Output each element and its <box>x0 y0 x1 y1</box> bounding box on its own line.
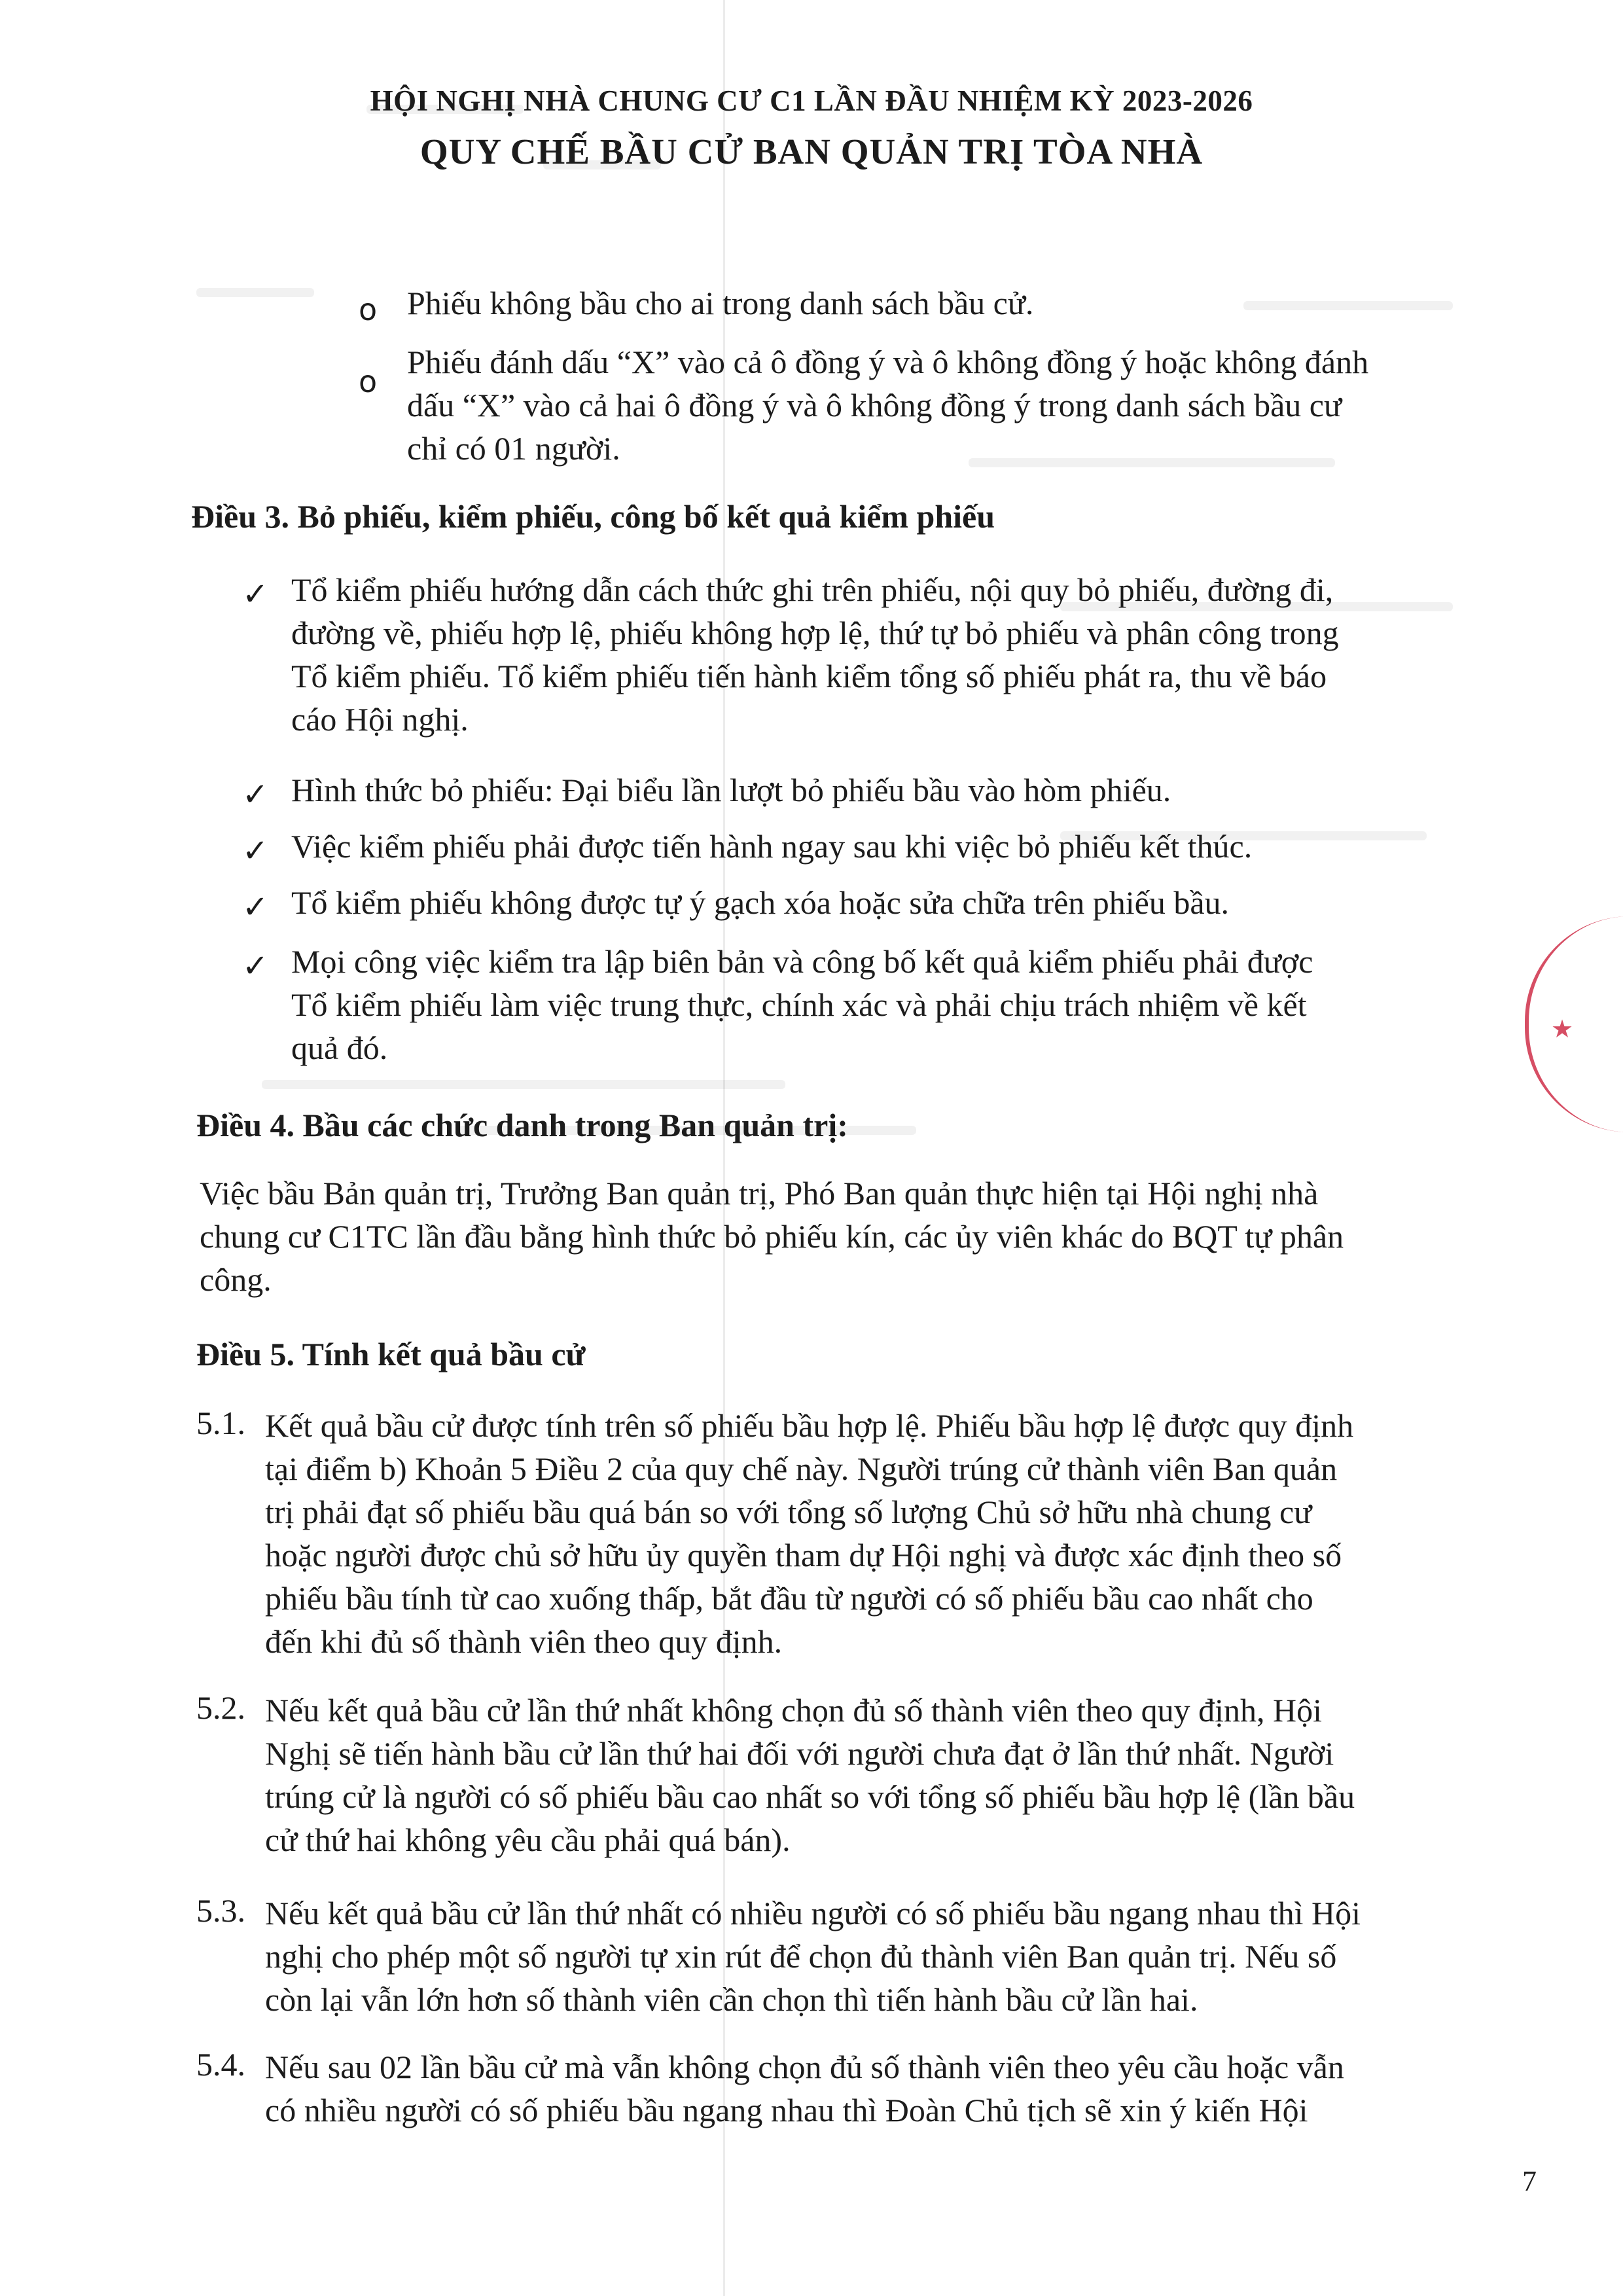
intro-bullet-1 <box>407 281 1520 325</box>
text-line: quả đó. <box>291 1030 388 1066</box>
circle-bullet-icon: o <box>359 364 378 399</box>
clause-5-4 <box>265 2045 1528 2132</box>
text-line: Phiếu không bầu cho ai trong danh sách bầu cử. <box>407 285 1034 321</box>
text-line: chung cư C1TC lần đầu bằng hình thức bỏ phiếu kín, các ủy viên khác do BQT tự phân <box>200 1218 1344 1255</box>
dieu-4-paragraph <box>200 1172 1528 1301</box>
text-line: công. <box>200 1261 272 1298</box>
clause-number: 5.1. <box>196 1405 245 1441</box>
text-line: Tổ kiểm phiếu hướng dẫn cách thức ghi trên phiếu, nội quy bỏ phiếu, đường đi, <box>291 571 1334 608</box>
text-line: Phiếu đánh dấu “X” vào cả ô đồng ý và ô không đồng ý hoặc không đánh <box>407 344 1369 380</box>
dieu-3-item-5 <box>291 940 1522 1069</box>
checkmark-icon: ✓ <box>242 576 269 613</box>
text-line: chỉ có 01 người. <box>407 430 620 467</box>
text-line: Kết quả bầu cử được tính trên số phiếu bầu hợp lệ. Phiếu bầu hợp lệ được quy định <box>265 1407 1354 1444</box>
text-line: còn lại vẫn lớn hơn số thành viên cần chọn thì tiến hành bầu cử lần hai. <box>265 1981 1198 2018</box>
dieu-3-item-3 <box>291 825 1522 868</box>
text-line: cử thứ hai không yêu cầu phải quá bán). <box>265 1821 791 1858</box>
text-line: trúng cử là người có số phiếu bầu cao nhất so với tổng số phiếu bầu hợp lệ (lần bầu <box>265 1778 1355 1815</box>
text-line: đến khi đủ số thành viên theo quy định. <box>265 1623 783 1660</box>
text-line: Tổ kiểm phiếu. Tổ kiểm phiếu tiến hành kiểm tổng số phiếu phát ra, thu về báo <box>291 658 1327 694</box>
text-line: phiếu bầu tính từ cao xuống thấp, bắt đầu từ người có số phiếu bầu cao nhất cho <box>265 1580 1313 1617</box>
dieu-3-item-2 <box>291 768 1522 812</box>
star-icon: ★ <box>1551 1014 1574 1043</box>
page-number: 7 <box>1522 2165 1537 2197</box>
clause-5-3 <box>265 1892 1528 2021</box>
text-line: cáo Hội nghị. <box>291 701 469 738</box>
checkmark-icon: ✓ <box>242 889 269 925</box>
document-header-line1: HỘI NGHỊ NHÀ CHUNG CƯ C1 LẦN ĐẦU NHIỆM KỲ 2023-2026 <box>370 84 1253 117</box>
section-heading-dieu-5: Điều 5. Tính kết quả bầu cử <box>196 1336 586 1372</box>
text-line: Tổ kiểm phiếu không được tự ý gạch xóa hoặc sửa chữa trên phiếu bầu. <box>291 884 1230 921</box>
text-line: tại điểm b) Khoản 5 Điều 2 của quy chế này. Người trúng cử thành viên Ban quản <box>265 1450 1338 1487</box>
clause-number: 5.2. <box>196 1689 245 1726</box>
text-line: trị phải đạt số phiếu bầu quá bán so với tổng số lượng Chủ sở hữu nhà chung cư <box>265 1494 1312 1530</box>
clause-5-1 <box>265 1404 1528 1663</box>
text-line: nghị cho phép một số người tự xin rút để chọn đủ thành viên Ban quản trị. Nếu số <box>265 1938 1337 1975</box>
clause-number: 5.4. <box>196 2046 245 2083</box>
dieu-3-item-1 <box>291 568 1522 741</box>
clause-5-2 <box>265 1689 1528 1861</box>
text-line: Nếu sau 02 lần bầu cử mà vẫn không chọn đủ số thành viên theo yêu cầu hoặc vẫn <box>265 2049 1344 2085</box>
circle-bullet-icon: o <box>359 292 378 327</box>
intro-bullet-2 <box>407 340 1520 470</box>
checkmark-icon: ✓ <box>242 948 269 984</box>
checkmark-icon: ✓ <box>242 776 269 813</box>
section-heading-dieu-3: Điều 3. Bỏ phiếu, kiểm phiếu, công bố kết quả kiểm phiếu <box>191 498 995 535</box>
text-line: Nếu kết quả bầu cử lần thứ nhất không chọn đủ số thành viên theo quy định, Hội <box>265 1692 1323 1729</box>
clause-number: 5.3. <box>196 1892 245 1929</box>
text-line: hoặc người được chủ sở hữu ủy quyền tham dự Hội nghị và được xác định theo số <box>265 1537 1342 1573</box>
text-line: Nếu kết quả bầu cử lần thứ nhất có nhiều người có số phiếu bầu ngang nhau thì Hội <box>265 1895 1361 1931</box>
document-title: QUY CHẾ BẦU CỬ BAN QUẢN TRỊ TÒA NHÀ <box>419 132 1204 171</box>
text-line: đường về, phiếu hợp lệ, phiếu không hợp lệ, thứ tự bỏ phiếu và phân công trong <box>291 615 1339 651</box>
red-seal-stamp <box>1525 916 1623 1132</box>
text-line: có nhiều người có số phiếu bầu ngang nhau thì Đoàn Chủ tịch sẽ xin ý kiến Hội <box>265 2092 1308 2128</box>
text-line: Mọi công việc kiểm tra lập biên bản và công bố kết quả kiểm phiếu phải được <box>291 943 1313 980</box>
checkmark-icon: ✓ <box>242 833 269 869</box>
text-line: Nghị sẽ tiến hành bầu cử lần thứ hai đối với người chưa đạt ở lần thứ nhất. Người <box>265 1735 1334 1772</box>
text-line: Hình thức bỏ phiếu: Đại biểu lần lượt bỏ phiếu bầu vào hòm phiếu. <box>291 772 1171 808</box>
text-line: Tổ kiểm phiếu làm việc trung thực, chính xác và phải chịu trách nhiệm về kết <box>291 986 1307 1023</box>
text-line: Việc bầu Bản quản trị, Trưởng Ban quản trị, Phó Ban quản thực hiện tại Hội nghị nhà <box>200 1175 1319 1211</box>
text-line: dấu “X” vào cả hai ô đồng ý và ô không đồng ý trong danh sách bầu cư <box>407 387 1342 423</box>
dieu-3-item-4 <box>291 881 1522 924</box>
section-heading-dieu-4: Điều 4. Bầu các chức danh trong Ban quản trị: <box>196 1107 848 1143</box>
text-line: Việc kiểm phiếu phải được tiến hành ngay sau khi việc bỏ phiếu kết thúc. <box>291 828 1253 865</box>
